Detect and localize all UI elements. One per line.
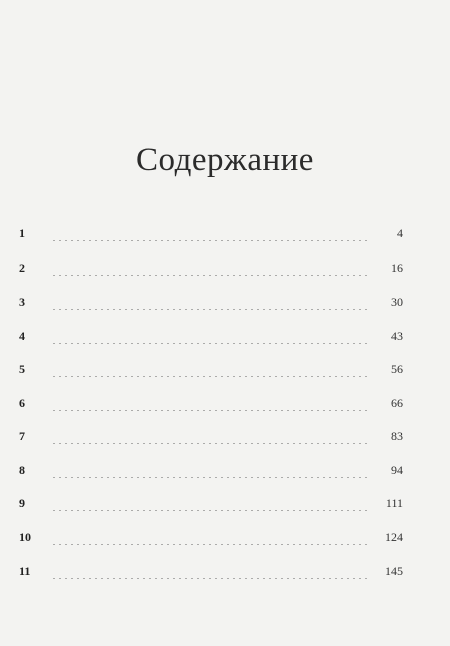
toc-row (19, 226, 403, 246)
toc-row (19, 329, 403, 349)
chapter-number: 4 (19, 329, 25, 343)
dot-leader (51, 275, 369, 276)
page-number: 4 (397, 226, 403, 240)
chapter-number: 8 (19, 463, 25, 477)
page-number: 94 (391, 463, 403, 477)
chapter-number: 2 (19, 261, 25, 275)
toc-row (19, 564, 403, 584)
chapter-number: 11 (19, 564, 31, 578)
page-title: Содержание (136, 142, 314, 178)
page-number: 16 (391, 261, 403, 275)
dot-leader (51, 510, 369, 511)
page-number: 111 (385, 496, 403, 510)
toc-row (19, 463, 403, 483)
chapter-number: 1 (19, 226, 25, 240)
dot-leader (51, 443, 369, 444)
chapter-number: 7 (19, 429, 25, 443)
page-number: 145 (385, 564, 403, 578)
toc-row (19, 396, 403, 416)
dot-leader (51, 578, 369, 579)
page-number: 56 (391, 362, 403, 376)
toc-row (19, 295, 403, 315)
page-number: 83 (391, 429, 403, 443)
page-number: 30 (391, 295, 403, 309)
chapter-number: 9 (19, 496, 25, 510)
dot-leader (51, 343, 369, 344)
chapter-number: 6 (19, 396, 25, 410)
toc-row (19, 429, 403, 449)
toc-row (19, 261, 403, 281)
toc-row (19, 496, 403, 516)
dot-leader (51, 240, 369, 241)
page-number: 124 (385, 530, 403, 544)
toc-row (19, 530, 403, 550)
dot-leader (51, 410, 369, 411)
dot-leader (51, 376, 369, 377)
dot-leader (51, 309, 369, 310)
chapter-number: 5 (19, 362, 25, 376)
toc-row (19, 362, 403, 382)
page-number: 66 (391, 396, 403, 410)
dot-leader (51, 477, 369, 478)
chapter-number: 3 (19, 295, 25, 309)
dot-leader (51, 544, 369, 545)
chapter-number: 10 (19, 530, 31, 544)
page-number: 43 (391, 329, 403, 343)
